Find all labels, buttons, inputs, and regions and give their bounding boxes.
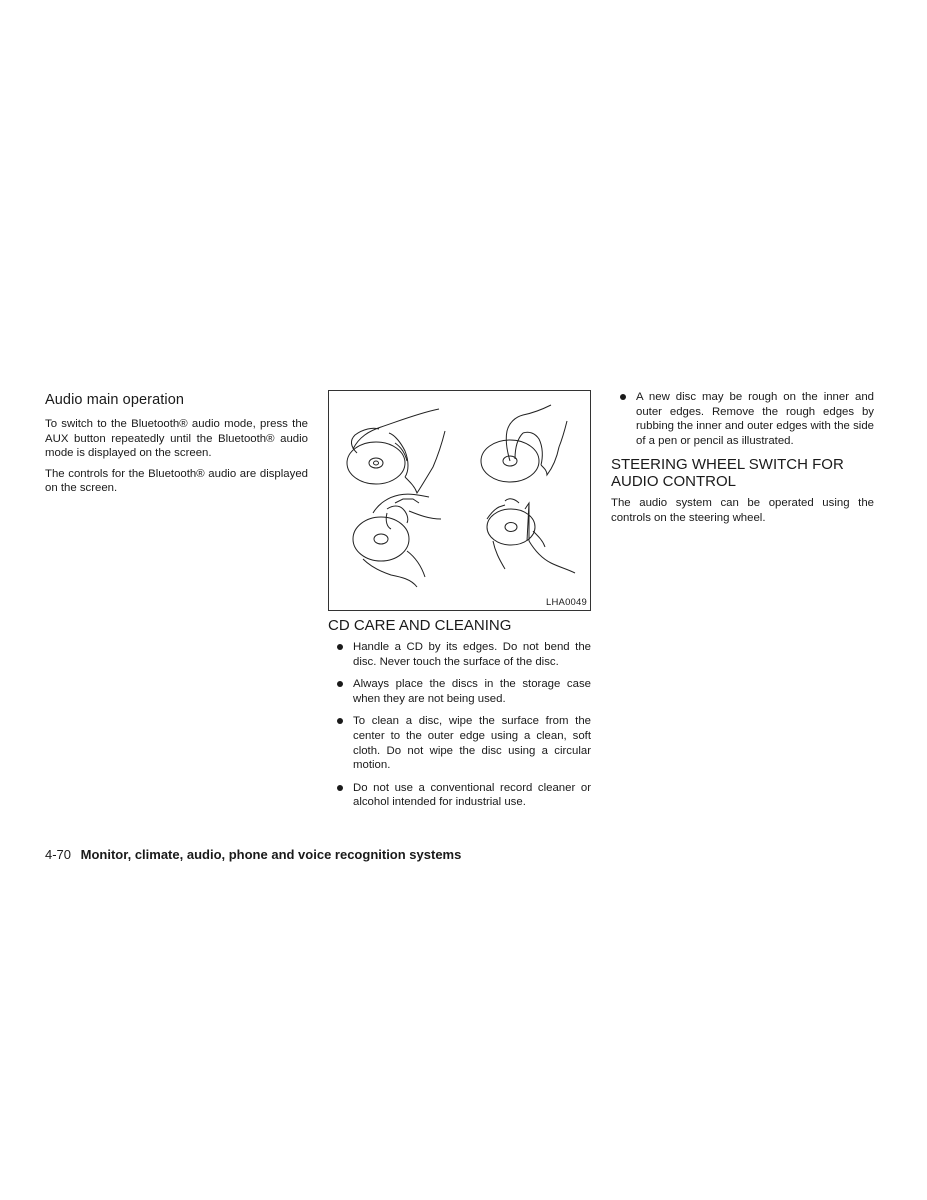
list-item: To clean a disc, wipe the surface from the center to the outer edge using a clean, soft cloth. Do not wipe the disc using a circular motion. [328,714,591,772]
cd-illustration-drawing [329,391,590,610]
bluetooth-controls-paragraph: The controls for the Bluetooth® audio are displayed on the screen. [45,467,308,495]
middle-column [328,390,591,818]
cd-care-list [328,640,591,810]
left-column [45,392,308,502]
list-item: Do not use a conventional record cleaner or alcohol intended for industrial use. [328,781,591,810]
list-item: A new disc may be rough on the inner and outer edges. Remove the rough edges by rubbing the inner and outer edges with the side of a pen or pencil as illustrated. [611,390,874,448]
new-disc-list [611,390,874,448]
steering-wheel-switch-heading: STEERING WHEEL SWITCH FOR AUDIO CONTROL [611,456,844,491]
bullet-icon [337,681,343,687]
list-item: Always place the discs in the storage case when they are not being used. [328,677,591,706]
disc-icon [353,517,409,561]
page-footer [45,847,461,862]
list-item: Handle a CD by its edges. Do not bend the disc. Never touch the surface of the disc. [328,640,591,669]
figure-label: LHA0049 [545,597,587,608]
steering-wheel-paragraph: The audio system can be operated using the controls on the steering wheel. [611,497,874,524]
cd-care-heading: CD CARE AND CLEANING [328,617,512,634]
right-column [611,390,874,532]
audio-main-operation-heading: Audio main operation [45,392,185,408]
cd-handling-illustration [328,390,591,611]
bullet-icon [620,394,626,400]
bullet-icon [337,644,343,650]
bullet-icon [337,785,343,791]
bluetooth-switch-paragraph: To switch to the Bluetooth® audio mode, press the AUX button repeatedly until the Bluetooth® audio mode is displayed on the screen. [45,418,308,460]
page-number: 4-70 [45,847,72,862]
chapter-title: Monitor, climate, audio, phone and voice recognition systems [80,847,462,862]
disc-icon [347,442,405,484]
bullet-icon [337,718,343,724]
